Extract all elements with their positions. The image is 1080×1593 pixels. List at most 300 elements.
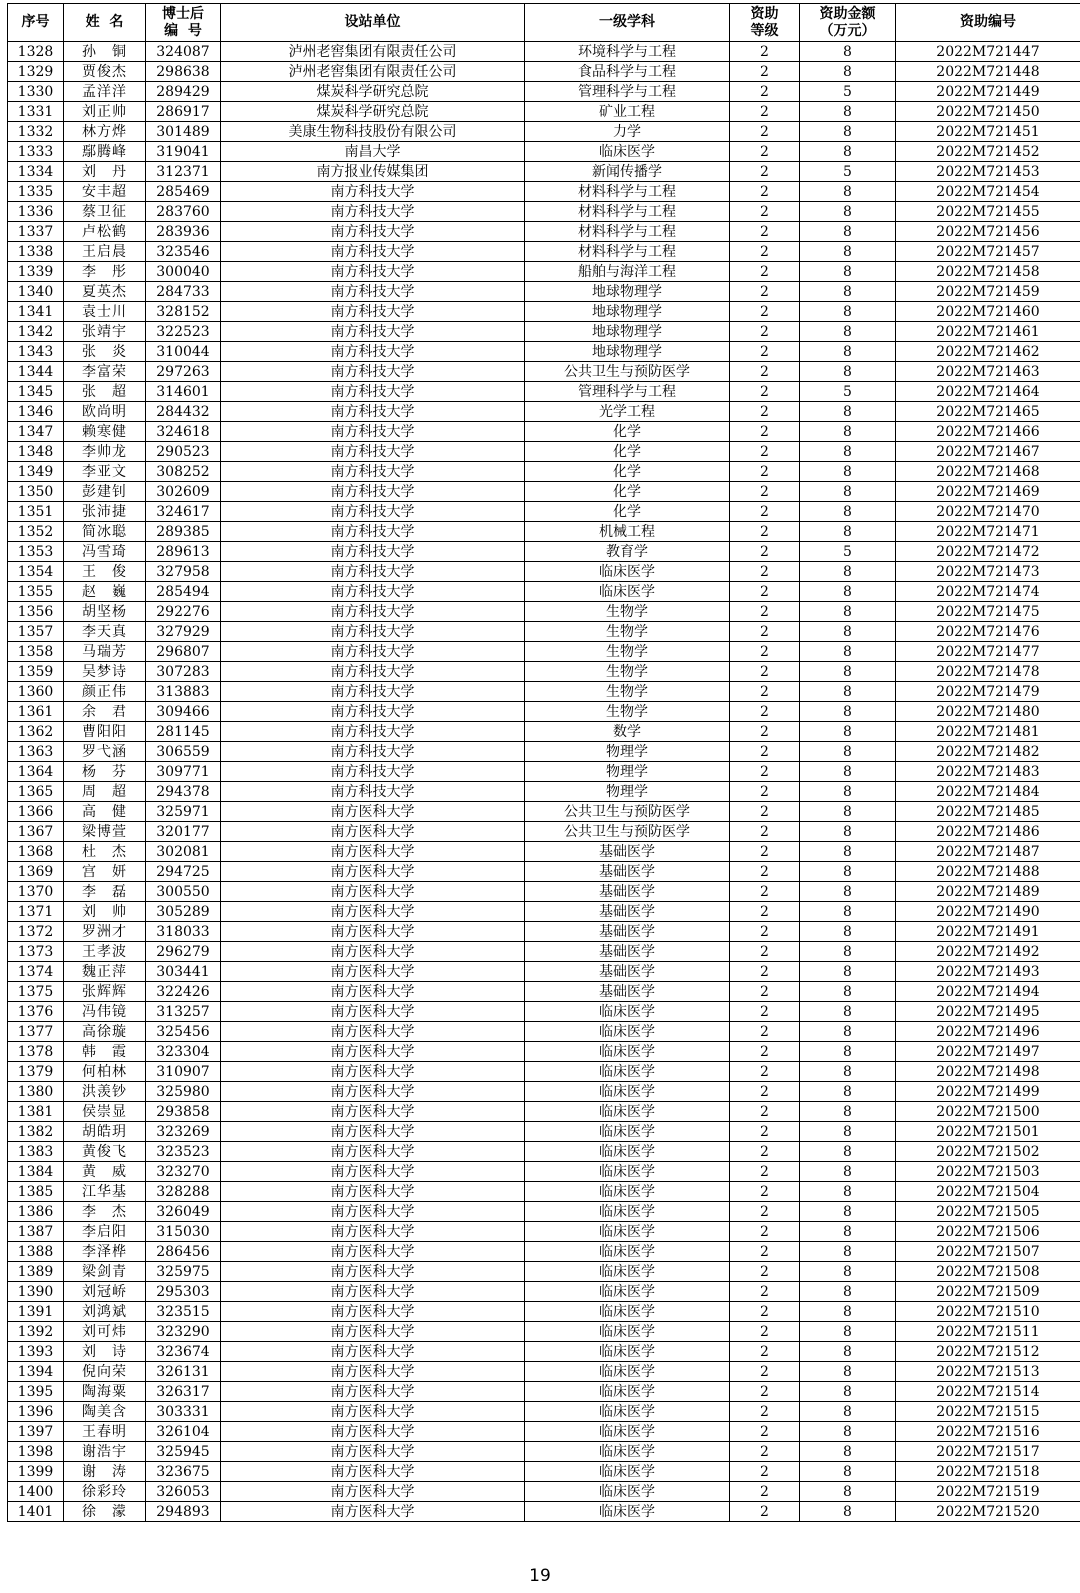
cell-level: 2	[730, 122, 800, 142]
cell-level: 2	[730, 1022, 800, 1042]
cell-name: 谢 涛	[64, 1462, 146, 1482]
table-row	[8, 242, 1080, 262]
cell-amount: 8	[800, 62, 896, 82]
cell-amount: 8	[800, 1322, 896, 1342]
cell-postdoc-no: 283760	[146, 202, 221, 222]
cell-postdoc-no: 327958	[146, 562, 221, 582]
cell-grant-no: 2022M721476	[896, 622, 1080, 642]
cell-name: 洪羡钞	[64, 1082, 146, 1102]
cell-station: 煤炭科学研究总院	[221, 82, 525, 102]
cell-postdoc-no: 298638	[146, 62, 221, 82]
cell-station: 南方医科大学	[221, 1102, 525, 1122]
cell-postdoc-no: 322426	[146, 982, 221, 1002]
table-row	[8, 1322, 1080, 1342]
cell-name: 安丰超	[64, 182, 146, 202]
cell-station: 南方科技大学	[221, 442, 525, 462]
cell-seq: 1353	[8, 542, 64, 562]
table-row	[8, 1262, 1080, 1282]
table-row	[8, 162, 1080, 182]
cell-discipline: 物理学	[525, 762, 730, 782]
cell-postdoc-no: 319041	[146, 142, 221, 162]
cell-seq: 1396	[8, 1402, 64, 1422]
cell-grant-no: 2022M721518	[896, 1462, 1080, 1482]
cell-seq: 1330	[8, 82, 64, 102]
cell-grant-no: 2022M721449	[896, 82, 1080, 102]
cell-seq: 1361	[8, 702, 64, 722]
cell-station: 南方医科大学	[221, 1302, 525, 1322]
cell-level: 2	[730, 442, 800, 462]
table-row	[8, 1342, 1080, 1362]
cell-postdoc-no: 326104	[146, 1422, 221, 1442]
table-row	[8, 1202, 1080, 1222]
cell-name: 吴梦诗	[64, 662, 146, 682]
table-row	[8, 602, 1080, 622]
cell-seq: 1358	[8, 642, 64, 662]
table-row	[8, 502, 1080, 522]
cell-amount: 8	[800, 782, 896, 802]
cell-grant-no: 2022M721468	[896, 462, 1080, 482]
cell-postdoc-no: 328288	[146, 1182, 221, 1202]
cell-discipline: 临床医学	[525, 1402, 730, 1422]
cell-grant-no: 2022M721462	[896, 342, 1080, 362]
cell-seq: 1363	[8, 742, 64, 762]
cell-discipline: 环境科学与工程	[525, 42, 730, 62]
cell-level: 2	[730, 282, 800, 302]
cell-postdoc-no: 326049	[146, 1202, 221, 1222]
cell-postdoc-no: 303331	[146, 1402, 221, 1422]
cell-amount: 8	[800, 142, 896, 162]
cell-station: 南方医科大学	[221, 1222, 525, 1242]
cell-postdoc-no: 308252	[146, 462, 221, 482]
cell-amount: 8	[800, 1402, 896, 1422]
cell-seq: 1387	[8, 1222, 64, 1242]
cell-station: 南方科技大学	[221, 422, 525, 442]
cell-station: 南方医科大学	[221, 1082, 525, 1102]
cell-seq: 1334	[8, 162, 64, 182]
cell-postdoc-no: 286917	[146, 102, 221, 122]
cell-postdoc-no: 310044	[146, 342, 221, 362]
cell-grant-no: 2022M721485	[896, 802, 1080, 822]
cell-station: 南方科技大学	[221, 742, 525, 762]
cell-grant-no: 2022M721512	[896, 1342, 1080, 1362]
cell-station: 南方医科大学	[221, 962, 525, 982]
table-row	[8, 1302, 1080, 1322]
cell-seq: 1382	[8, 1122, 64, 1142]
cell-amount: 8	[800, 702, 896, 722]
cell-seq: 1375	[8, 982, 64, 1002]
table-row	[8, 142, 1080, 162]
cell-name: 徐彩玲	[64, 1482, 146, 1502]
cell-grant-no: 2022M721466	[896, 422, 1080, 442]
cell-level: 2	[730, 362, 800, 382]
cell-amount: 8	[800, 662, 896, 682]
cell-postdoc-no: 325975	[146, 1262, 221, 1282]
cell-discipline: 公共卫生与预防医学	[525, 362, 730, 382]
cell-postdoc-no: 313257	[146, 1002, 221, 1022]
cell-amount: 8	[800, 342, 896, 362]
cell-level: 2	[730, 202, 800, 222]
cell-amount: 8	[800, 1302, 896, 1322]
cell-discipline: 材料科学与工程	[525, 202, 730, 222]
cell-amount: 8	[800, 1362, 896, 1382]
cell-station: 南方医科大学	[221, 1042, 525, 1062]
cell-level: 2	[730, 1442, 800, 1462]
cell-name: 胡坚杨	[64, 602, 146, 622]
table-row	[8, 1402, 1080, 1422]
cell-postdoc-no: 294378	[146, 782, 221, 802]
table-row	[8, 1062, 1080, 1082]
cell-grant-no: 2022M721489	[896, 882, 1080, 902]
cell-postdoc-no: 293858	[146, 1102, 221, 1122]
cell-name: 宫 妍	[64, 862, 146, 882]
cell-postdoc-no: 309771	[146, 762, 221, 782]
cell-postdoc-no: 294893	[146, 1502, 221, 1522]
cell-seq: 1380	[8, 1082, 64, 1102]
cell-level: 2	[730, 662, 800, 682]
cell-postdoc-no: 302609	[146, 482, 221, 502]
cell-seq: 1341	[8, 302, 64, 322]
cell-postdoc-no: 323674	[146, 1342, 221, 1362]
cell-discipline: 地球物理学	[525, 302, 730, 322]
cell-station: 南方科技大学	[221, 402, 525, 422]
table-row	[8, 222, 1080, 242]
cell-grant-no: 2022M721475	[896, 602, 1080, 622]
cell-amount: 8	[800, 1282, 896, 1302]
cell-grant-no: 2022M721510	[896, 1302, 1080, 1322]
cell-postdoc-no: 283936	[146, 222, 221, 242]
cell-level: 2	[730, 582, 800, 602]
table-row	[8, 102, 1080, 122]
cell-grant-no: 2022M721517	[896, 1442, 1080, 1462]
cell-amount: 8	[800, 1082, 896, 1102]
cell-level: 2	[730, 762, 800, 782]
cell-station: 南昌大学	[221, 142, 525, 162]
cell-seq: 1371	[8, 902, 64, 922]
cell-level: 2	[730, 422, 800, 442]
cell-seq: 1394	[8, 1362, 64, 1382]
cell-grant-no: 2022M721514	[896, 1382, 1080, 1402]
cell-station: 泸州老窖集团有限责任公司	[221, 62, 525, 82]
cell-name: 张 炎	[64, 342, 146, 362]
table-row	[8, 882, 1080, 902]
cell-station: 南方科技大学	[221, 202, 525, 222]
cell-amount: 8	[800, 962, 896, 982]
cell-name: 张沛捷	[64, 502, 146, 522]
cell-level: 2	[730, 742, 800, 762]
cell-discipline: 生物学	[525, 642, 730, 662]
cell-amount: 8	[800, 682, 896, 702]
cell-amount: 8	[800, 402, 896, 422]
cell-level: 2	[730, 722, 800, 742]
cell-station: 南方医科大学	[221, 1202, 525, 1222]
cell-amount: 8	[800, 1442, 896, 1462]
cell-discipline: 公共卫生与预防医学	[525, 802, 730, 822]
cell-amount: 8	[800, 722, 896, 742]
cell-station: 南方科技大学	[221, 522, 525, 542]
cell-discipline: 物理学	[525, 782, 730, 802]
cell-level: 2	[730, 1162, 800, 1182]
cell-discipline: 地球物理学	[525, 322, 730, 342]
cell-level: 2	[730, 1382, 800, 1402]
cell-amount: 8	[800, 362, 896, 382]
cell-seq: 1374	[8, 962, 64, 982]
cell-seq: 1401	[8, 1502, 64, 1522]
cell-grant-no: 2022M721507	[896, 1242, 1080, 1262]
cell-amount: 8	[800, 482, 896, 502]
cell-grant-no: 2022M721520	[896, 1502, 1080, 1522]
cell-name: 李天真	[64, 622, 146, 642]
cell-seq: 1384	[8, 1162, 64, 1182]
cell-station: 南方医科大学	[221, 1262, 525, 1282]
cell-station: 南方科技大学	[221, 782, 525, 802]
header-amount	[800, 4, 896, 42]
cell-name: 倪向荣	[64, 1362, 146, 1382]
cell-amount: 8	[800, 1162, 896, 1182]
cell-amount: 8	[800, 102, 896, 122]
cell-name: 江华基	[64, 1182, 146, 1202]
cell-seq: 1368	[8, 842, 64, 862]
header-discipline: 一级学科	[525, 4, 730, 42]
header-level	[730, 4, 800, 42]
cell-grant-no: 2022M721498	[896, 1062, 1080, 1082]
table-row	[8, 1422, 1080, 1442]
cell-amount: 8	[800, 902, 896, 922]
cell-name: 袁士川	[64, 302, 146, 322]
cell-seq: 1339	[8, 262, 64, 282]
cell-discipline: 化学	[525, 482, 730, 502]
cell-grant-no: 2022M721472	[896, 542, 1080, 562]
table-body	[8, 42, 1080, 1522]
cell-discipline: 教育学	[525, 542, 730, 562]
cell-grant-no: 2022M721450	[896, 102, 1080, 122]
cell-grant-no: 2022M721480	[896, 702, 1080, 722]
cell-grant-no: 2022M721503	[896, 1162, 1080, 1182]
cell-seq: 1369	[8, 862, 64, 882]
cell-grant-no: 2022M721482	[896, 742, 1080, 762]
cell-grant-no: 2022M721516	[896, 1422, 1080, 1442]
cell-postdoc-no: 326317	[146, 1382, 221, 1402]
header-level-line2: 等级	[750, 22, 779, 39]
cell-seq: 1354	[8, 562, 64, 582]
cell-postdoc-no: 306559	[146, 742, 221, 762]
cell-name: 王 俊	[64, 562, 146, 582]
cell-discipline: 临床医学	[525, 1502, 730, 1522]
cell-name: 刘冠峤	[64, 1282, 146, 1302]
cell-name: 韩 霞	[64, 1042, 146, 1062]
cell-discipline: 公共卫生与预防医学	[525, 822, 730, 842]
cell-station: 南方医科大学	[221, 1382, 525, 1402]
cell-discipline: 生物学	[525, 622, 730, 642]
table-row	[8, 622, 1080, 642]
cell-postdoc-no: 323675	[146, 1462, 221, 1482]
cell-amount: 8	[800, 1502, 896, 1522]
cell-station: 南方科技大学	[221, 622, 525, 642]
table-row	[8, 442, 1080, 462]
cell-discipline: 临床医学	[525, 562, 730, 582]
cell-grant-no: 2022M721456	[896, 222, 1080, 242]
cell-discipline: 临床医学	[525, 1162, 730, 1182]
cell-station: 南方医科大学	[221, 902, 525, 922]
cell-station: 南方科技大学	[221, 562, 525, 582]
table-row	[8, 1462, 1080, 1482]
cell-amount: 8	[800, 1482, 896, 1502]
cell-name: 罗弋涵	[64, 742, 146, 762]
header-postdoc-no-line2: 编 号	[164, 22, 202, 39]
cell-postdoc-no: 326131	[146, 1362, 221, 1382]
cell-seq: 1349	[8, 462, 64, 482]
cell-level: 2	[730, 82, 800, 102]
cell-level: 2	[730, 702, 800, 722]
cell-station: 南方医科大学	[221, 1442, 525, 1462]
table-row	[8, 1242, 1080, 1262]
cell-grant-no: 2022M721463	[896, 362, 1080, 382]
cell-station: 南方医科大学	[221, 1022, 525, 1042]
cell-amount: 8	[800, 642, 896, 662]
cell-station: 南方科技大学	[221, 702, 525, 722]
cell-name: 胡皓玥	[64, 1122, 146, 1142]
table-row	[8, 1482, 1080, 1502]
cell-name: 罗洲才	[64, 922, 146, 942]
cell-discipline: 临床医学	[525, 1482, 730, 1502]
cell-name: 彭建钊	[64, 482, 146, 502]
cell-discipline: 新闻传播学	[525, 162, 730, 182]
cell-postdoc-no: 325980	[146, 1082, 221, 1102]
cell-name: 张靖宇	[64, 322, 146, 342]
header-grant-no: 资助编号	[896, 4, 1080, 42]
table-row	[8, 742, 1080, 762]
cell-discipline: 化学	[525, 502, 730, 522]
cell-seq: 1359	[8, 662, 64, 682]
cell-grant-no: 2022M721458	[896, 262, 1080, 282]
cell-postdoc-no: 289613	[146, 542, 221, 562]
cell-level: 2	[730, 862, 800, 882]
cell-seq: 1389	[8, 1262, 64, 1282]
cell-name: 冯伟镜	[64, 1002, 146, 1022]
cell-station: 南方医科大学	[221, 1402, 525, 1422]
cell-level: 2	[730, 842, 800, 862]
cell-level: 2	[730, 962, 800, 982]
cell-amount: 8	[800, 322, 896, 342]
cell-amount: 8	[800, 762, 896, 782]
header-amount-line2: （万元）	[819, 22, 876, 39]
cell-station: 南方科技大学	[221, 662, 525, 682]
cell-grant-no: 2022M721460	[896, 302, 1080, 322]
cell-level: 2	[730, 1082, 800, 1102]
cell-postdoc-no: 310907	[146, 1062, 221, 1082]
cell-name: 刘可炜	[64, 1322, 146, 1342]
header-level-line1: 资助	[750, 5, 779, 22]
cell-discipline: 临床医学	[525, 1382, 730, 1402]
cell-name: 冯雪琦	[64, 542, 146, 562]
cell-name: 颜正伟	[64, 682, 146, 702]
cell-level: 2	[730, 642, 800, 662]
cell-discipline: 材料科学与工程	[525, 242, 730, 262]
cell-level: 2	[730, 922, 800, 942]
cell-level: 2	[730, 542, 800, 562]
cell-station: 南方医科大学	[221, 1422, 525, 1442]
cell-amount: 5	[800, 542, 896, 562]
cell-seq: 1376	[8, 1002, 64, 1022]
cell-amount: 8	[800, 1062, 896, 1082]
table-row	[8, 262, 1080, 282]
cell-grant-no: 2022M721515	[896, 1402, 1080, 1422]
cell-seq: 1379	[8, 1062, 64, 1082]
cell-discipline: 临床医学	[525, 1122, 730, 1142]
cell-amount: 8	[800, 582, 896, 602]
cell-level: 2	[730, 1302, 800, 1322]
cell-discipline: 化学	[525, 422, 730, 442]
cell-level: 2	[730, 1422, 800, 1442]
cell-seq: 1348	[8, 442, 64, 462]
cell-postdoc-no: 289385	[146, 522, 221, 542]
cell-postdoc-no: 295303	[146, 1282, 221, 1302]
cell-seq: 1342	[8, 322, 64, 342]
cell-postdoc-no: 285494	[146, 582, 221, 602]
cell-postdoc-no: 323269	[146, 1122, 221, 1142]
cell-discipline: 临床医学	[525, 1422, 730, 1442]
cell-amount: 8	[800, 922, 896, 942]
cell-seq: 1355	[8, 582, 64, 602]
cell-station: 南方科技大学	[221, 682, 525, 702]
cell-postdoc-no: 286456	[146, 1242, 221, 1262]
cell-discipline: 临床医学	[525, 1342, 730, 1362]
cell-discipline: 力学	[525, 122, 730, 142]
cell-grant-no: 2022M721513	[896, 1362, 1080, 1382]
cell-discipline: 食品科学与工程	[525, 62, 730, 82]
cell-level: 2	[730, 1262, 800, 1282]
cell-station: 南方医科大学	[221, 1002, 525, 1022]
cell-name: 高徐璇	[64, 1022, 146, 1042]
cell-name: 欧尚明	[64, 402, 146, 422]
cell-amount: 8	[800, 462, 896, 482]
cell-name: 李启阳	[64, 1222, 146, 1242]
cell-station: 南方医科大学	[221, 1182, 525, 1202]
cell-grant-no: 2022M721467	[896, 442, 1080, 462]
table-row	[8, 1362, 1080, 1382]
table-row	[8, 1022, 1080, 1042]
cell-station: 南方科技大学	[221, 482, 525, 502]
cell-grant-no: 2022M721461	[896, 322, 1080, 342]
cell-postdoc-no: 307283	[146, 662, 221, 682]
cell-discipline: 船舶与海洋工程	[525, 262, 730, 282]
cell-level: 2	[730, 1142, 800, 1162]
header-seq: 序号	[8, 4, 64, 42]
cell-grant-no: 2022M721497	[896, 1042, 1080, 1062]
cell-seq: 1337	[8, 222, 64, 242]
header-postdoc-no	[146, 4, 221, 42]
header-station: 设站单位	[221, 4, 525, 42]
cell-station: 南方医科大学	[221, 822, 525, 842]
table-row	[8, 562, 1080, 582]
cell-seq: 1332	[8, 122, 64, 142]
table-row	[8, 1222, 1080, 1242]
cell-grant-no: 2022M721481	[896, 722, 1080, 742]
table-row	[8, 1082, 1080, 1102]
cell-seq: 1397	[8, 1422, 64, 1442]
cell-grant-no: 2022M721465	[896, 402, 1080, 422]
cell-discipline: 基础医学	[525, 922, 730, 942]
cell-station: 南方科技大学	[221, 182, 525, 202]
cell-station: 南方医科大学	[221, 1142, 525, 1162]
cell-discipline: 基础医学	[525, 882, 730, 902]
cell-seq: 1357	[8, 622, 64, 642]
table-row	[8, 1122, 1080, 1142]
cell-discipline: 临床医学	[525, 1242, 730, 1262]
cell-station: 南方科技大学	[221, 722, 525, 742]
cell-seq: 1350	[8, 482, 64, 502]
cell-discipline: 化学	[525, 442, 730, 462]
cell-grant-no: 2022M721511	[896, 1322, 1080, 1342]
